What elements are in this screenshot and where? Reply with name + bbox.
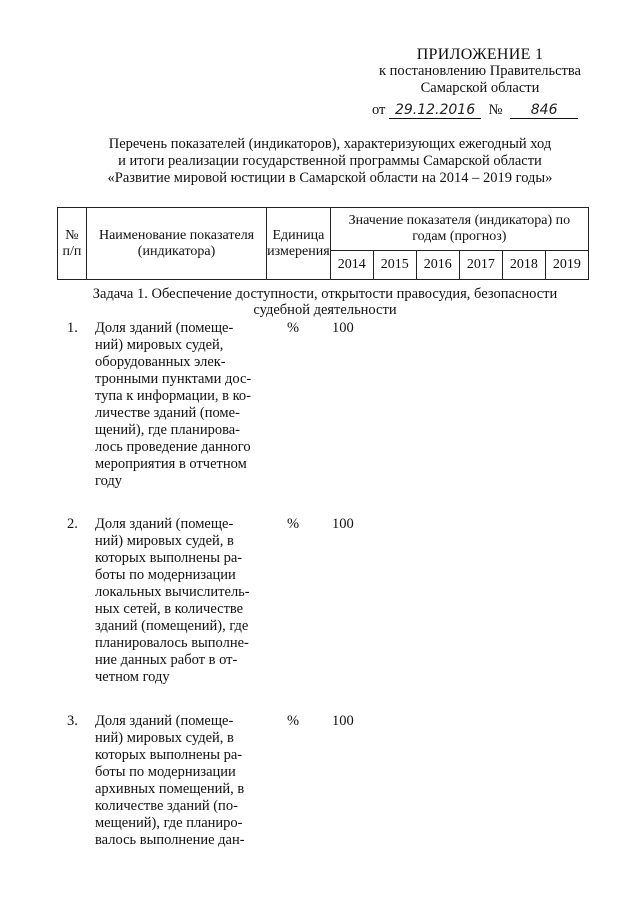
name-line: Доля зданий (помеще- [95, 320, 234, 336]
date-from-label: от [372, 102, 386, 118]
row-value-2014: 100 [332, 320, 354, 336]
name-line: валось выполнение дан- [95, 832, 245, 848]
name-line: мероприятия в отчетном [95, 456, 247, 472]
row-value-2014: 100 [332, 516, 354, 532]
decree-date-line [372, 102, 578, 119]
row-value-2014: 100 [332, 713, 354, 729]
name-line: щений), где планирова- [95, 422, 240, 438]
name-line: боты по модернизации [95, 567, 236, 583]
name-line: планировалось выполне- [95, 635, 249, 651]
name-line: мещений), где планиро- [95, 815, 243, 831]
row-indicator-name [95, 713, 263, 849]
header-unit: Единица измерения [267, 208, 331, 280]
name-line: архивных помещений, в [95, 781, 245, 797]
number-label: № [488, 102, 503, 118]
task-line-2: судебной деятельности [253, 302, 397, 318]
row-unit: % [287, 516, 300, 532]
name-line: количестве зданий (по- [95, 798, 238, 814]
name-line: Доля зданий (помеще- [95, 713, 234, 729]
name-line: зданий (помещений), где [95, 618, 249, 634]
appendix-line-2: Самарской области [420, 80, 540, 96]
header-year: 2019 [545, 251, 588, 280]
row-indicator-name [95, 516, 263, 686]
heading-line-2: и итоги реализации государственной программы Самарской области [118, 153, 542, 169]
document-heading [40, 136, 620, 187]
row-unit: % [287, 713, 300, 729]
decree-date: 29.12.2016 [389, 102, 481, 119]
header-indicator-name: Наименование показателя (индикатора) [86, 208, 266, 280]
row-indicator-name [95, 320, 263, 490]
heading-line-1: Перечень показателей (индикаторов), характеризующих ежегодный ход [108, 136, 552, 152]
decree-number: 846 [510, 102, 578, 119]
header-year: 2018 [502, 251, 545, 280]
name-line: году [95, 473, 123, 489]
name-line: ний) мировых судей, [95, 337, 224, 353]
header-values-by-year: Значение показателя (индикатора) по годам (прогноз) [330, 208, 588, 251]
name-line: тронными пунктами дос- [95, 371, 252, 387]
name-line: ние данных работ в от- [95, 652, 238, 668]
name-line: которых выполнены ра- [95, 550, 243, 566]
name-line: локальных вычислитель- [95, 584, 250, 600]
name-line: Доля зданий (помеще- [95, 516, 234, 532]
row-number: 1. [67, 320, 78, 336]
name-line: четном году [95, 669, 170, 685]
header-year: 2016 [416, 251, 459, 280]
name-line: ний) мировых судей, в [95, 730, 234, 746]
name-line: которых выполнены ра- [95, 747, 243, 763]
indicators-table-header [57, 207, 589, 280]
row-number: 2. [67, 516, 78, 532]
task-line-1: Задача 1. Обеспечение доступности, открытости правосудия, безопасности [92, 286, 558, 302]
name-line: боты по модернизации [95, 764, 236, 780]
name-line: тупа к информации, в ко- [95, 388, 251, 404]
header-year: 2015 [373, 251, 416, 280]
appendix-line-1: к постановлению Правительства [379, 63, 581, 79]
name-line: личестве зданий (поме- [95, 405, 240, 421]
header-year: 2017 [459, 251, 502, 280]
name-line: ных сетей, в количестве [95, 601, 244, 617]
appendix-block [360, 46, 600, 97]
name-line: ний) мировых судей, в [95, 533, 234, 549]
name-line: оборудованных элек- [95, 354, 226, 370]
header-year: 2014 [330, 251, 373, 280]
row-number: 3. [67, 713, 78, 729]
task-heading [60, 286, 590, 318]
row-unit: % [287, 320, 300, 336]
heading-line-3: «Развитие мировой юстиции в Самарской области на 2014 – 2019 годы» [107, 170, 553, 186]
appendix-title: ПРИЛОЖЕНИЕ 1 [416, 46, 544, 63]
name-line: лось проведение данного [95, 439, 251, 455]
header-number: № п/п [58, 208, 87, 280]
